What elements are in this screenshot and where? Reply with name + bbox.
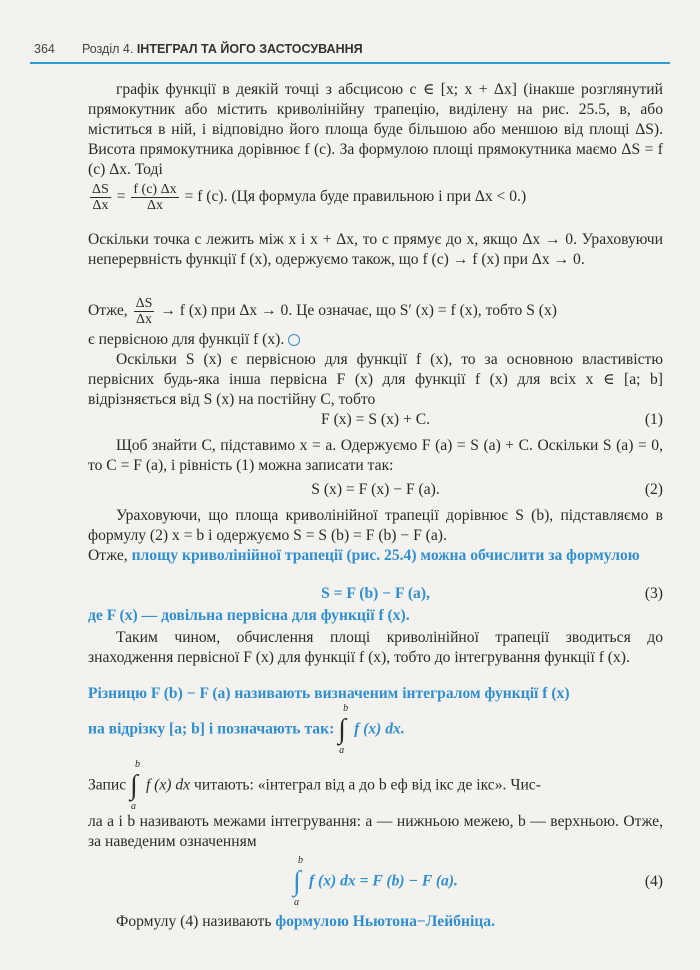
integral-lower: a (339, 745, 345, 756)
paragraph-7 (88, 546, 663, 566)
integral-symbol-2: ∫ (130, 770, 138, 801)
integral-lower-3: a (294, 897, 300, 908)
reading-rest: читають: «інтеграл від a до b еф від ікс де ікс». Чис- (194, 776, 541, 794)
fraction-ds-dx-2 (134, 296, 155, 327)
para3-rest: → f (x) при Δx → 0. Це означає, що S′ (x) = f (x), тобто S (x) (160, 302, 557, 320)
reading-line (88, 759, 663, 812)
paragraph-4-text: Оскільки S (x) є первісною для функції f (x), то за основною властивістю первісних будь-яка інша первісна F (x) для функції f (x) для всіх x ∈ [a; b] відрізняється від S (x) на постійну C, тобто (88, 351, 663, 408)
frac-den: Δx (92, 198, 109, 213)
paragraph-9 (88, 628, 663, 668)
integral-upper-2: b (135, 759, 141, 770)
para3-end: є первісною для функції f (x). (88, 331, 285, 348)
paragraph-4 (88, 350, 663, 410)
integral-symbol: ∫ (338, 714, 346, 745)
paragraph-6 (88, 506, 663, 546)
frac-num-2: f (c) Δx (133, 182, 177, 197)
paragraph-3b (88, 330, 663, 350)
frac-num: ΔS (92, 182, 109, 197)
paragraph-1 (88, 80, 663, 180)
integral-sign-2 (130, 759, 142, 812)
equation-1 (88, 410, 663, 430)
paragraph-5 (88, 436, 663, 476)
para3-start: Отже, (88, 302, 128, 320)
equation-3 (88, 584, 663, 604)
frac-den-3: Δx (135, 312, 152, 327)
equation-1-text: F (x) = S (x) + C. (321, 411, 430, 428)
integral-lower-2: a (131, 801, 137, 812)
frac-num-3: ΔS (135, 296, 153, 311)
definition-text-1: Різницю F (b) − F (a) називають визначеним інтегралом функції f (x) (88, 685, 570, 702)
final-start: Формулу (4) називають (116, 913, 272, 930)
paragraph-2-text: Оскільки точка c лежить між x і x + Δx, то c прямує до x, якщо Δx → 0. Ураховуючи неперервність функції f (x), одержуємо також, що f (c) → f (x) при Δx → 0. (88, 231, 663, 268)
page-header (30, 38, 670, 64)
integral-symbol-3: ∫ (293, 866, 301, 897)
section-prefix: Розділ 4. (82, 42, 134, 56)
fraction-ds-dx (90, 182, 111, 213)
equation-2-number: (2) (644, 481, 663, 498)
para7-highlight: площу криволінійної трапеції (рис. 25.4) можна обчислити за формулою (131, 547, 640, 564)
end-of-proof-icon (288, 334, 300, 346)
reading-expression: f (x) dx (145, 776, 191, 794)
equation-3-text: S = F (b) − F (a), (321, 585, 430, 602)
paragraph-9-text: Таким чином, обчислення площі криволінійної трапеції зводиться до знаходження первісної F (x) для функції f (x), тобто до інтегрування функції f (x). (88, 629, 663, 666)
definition-line-2 (88, 703, 663, 756)
reading-start: Запис (88, 776, 127, 794)
paragraph-2 (88, 230, 663, 270)
equation-4-text: f (x) dx = F (b) − F (a). (308, 872, 458, 890)
equation-2 (88, 480, 663, 500)
final-line (88, 912, 663, 932)
para7-start: Отже, (88, 547, 128, 564)
paragraph-5-text: Щоб знайти C, підставимо x = a. Одержуємо F (a) = S (a) + C. Оскільки S (a) = 0, то C = F (a), і рівність (1) можна записати так: (88, 437, 663, 474)
fraction-line-tail: = f (c). (Ця формула буде правильною і при Δx < 0.) (184, 188, 527, 206)
paragraph-6-text: Ураховуючи, що площа криволінійної трапеції дорівнює S (b), підставляємо в формулу (2) x = b і одержуємо S = S (b) = F (b) − F (a). (88, 507, 663, 544)
final-highlight: формулою Ньютона−Лейбніца. (275, 913, 495, 930)
equation-3-number: (3) (644, 585, 663, 602)
equation-4-number: (4) (644, 873, 663, 890)
limits-paragraph (88, 812, 663, 852)
equation-2-text: S (x) = F (x) − F (a). (311, 481, 440, 498)
integral-sign-3 (293, 855, 305, 908)
paragraph-8-text: де F (x) — довільна первісна для функції f (x). (88, 607, 410, 624)
limits-text: ла a і b називають межами інтегрування: a — нижньою межею, b — верхньою. Отже, за наведеним означенням (88, 813, 663, 850)
paragraph-3 (88, 296, 663, 327)
paragraph-1-text: графік функції в деякій точці з абсцисою c ∈ [x; x + Δx] (інакше розглянутий прямокутник або містить криволінійну трапецію, виділену на рис. 25.5, в, або міститься в ній, і відповідно його площа буде більшою або меншою від площі ΔS). Висота прямокутника дорівнює f (c). За формулою площі прямокутника маємо ΔS = f (c) Δx. Тоді (88, 81, 663, 178)
equation-4 (88, 855, 663, 908)
frac-den-2: Δx (146, 198, 163, 213)
section-heading (82, 42, 363, 56)
integral-sign (338, 703, 350, 756)
fraction-line: $\frac{\Delta S}{\Delta x}$ = $\frac{f (c) \Delta x}{\Delta x}$ = f (c). (Ця формула буде правильною і при Δx < 0.) (92, 182, 527, 213)
definition-text-2: на відрізку [a; b] і позначають так: (88, 720, 335, 738)
section-title: ІНТЕГРАЛ ТА ЙОГО ЗАСТОСУВАННЯ (136, 42, 363, 56)
integral-upper: b (343, 703, 349, 714)
integral-upper-3: b (298, 855, 304, 866)
equation-1-number: (1) (644, 411, 663, 428)
definition-line-1 (88, 684, 663, 704)
integral-expression: f (x) dx. (354, 720, 405, 738)
paragraph-8 (88, 606, 663, 626)
fraction-fc-dx (131, 182, 178, 213)
page-number: 364 (34, 42, 55, 56)
